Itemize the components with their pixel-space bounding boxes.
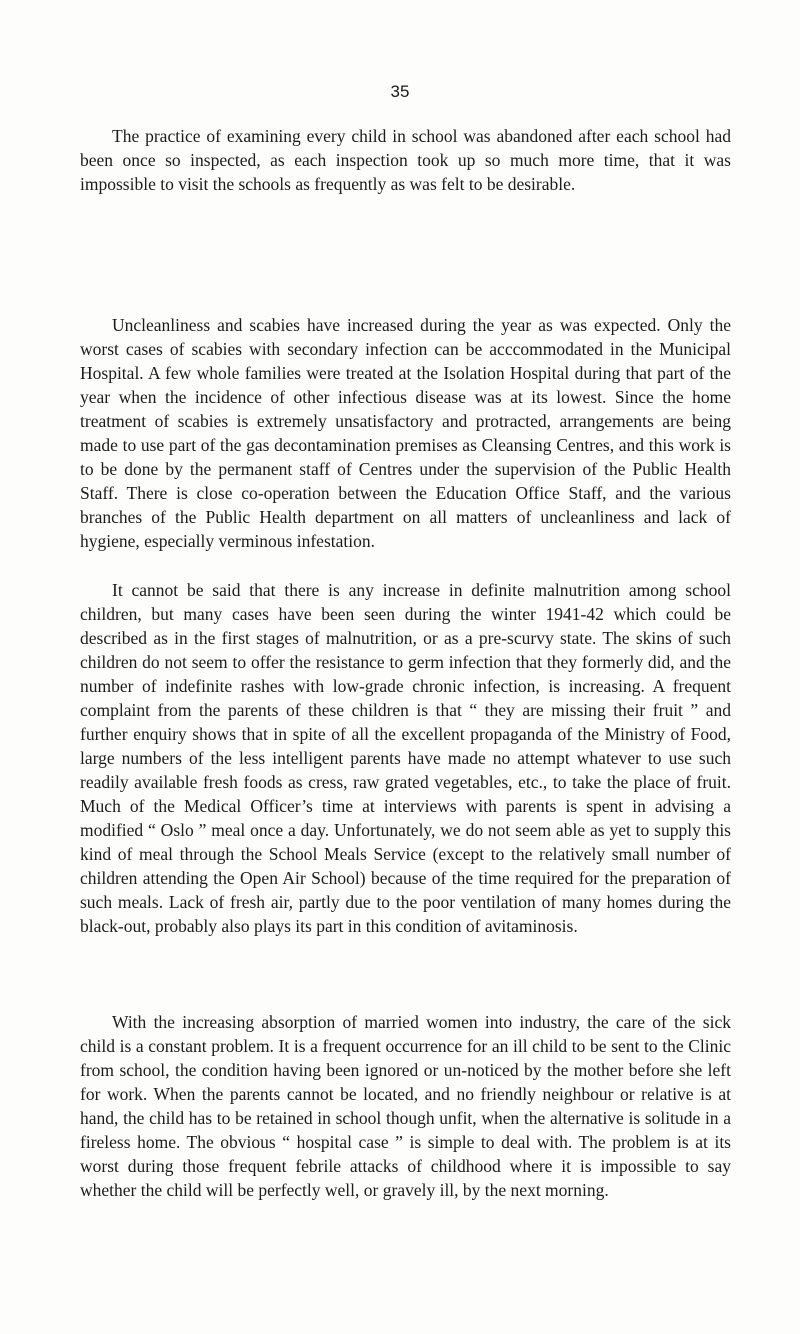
paragraph-school-inspection: The practice of examining every child in school was abandoned after each school had been once so inspected, as each inspection took up so much more time, that it was impossible to visit the schools as frequently as was felt to be desirable. xyxy=(80,126,731,194)
paragraph-malnutrition: It cannot be said that there is any increase in definite malnutrition among school children, but many cases have been seen during the winter 1941-42 which could be described as in the first stages of malnutrition, or as a pre-scurvy state. The skins of such children do not seem to offer the resistance to germ infection that they formerly did, and the number of indefinite rashes with low-grade chronic infection, is increasing. A frequent complaint from the parents of these children is that “ they are missing their fruit ” and further enquiry shows that in spite of all the excellent propaganda of the Ministry of Food, large numbers of the less intelligent parents have made no attempt whatever to use such readily available fresh foods as cress, raw grated vegetables, etc., to take the place of fruit. Much of the Medical Officer’s time at interviews with parents is spent in advising a modified “ Oslo ” meal once a day. Unfortunately, we do not seem able as yet to supply this kind of meal through the School Meals Service (except to the relatively small number of children attending the Open Air School) because of the time required for the preparation of such meals. Lack of fresh air, partly due to the poor ventilation of many homes during the black-out, probably also plays its part in this condition of avitaminosis. xyxy=(80,580,731,936)
paragraph-uncleanliness-scabies: Uncleanliness and scabies have increased during the year as was expected. Only the worst cases of scabies with secondary infection can be acccommodated in the Municipal Hospital. A few whole families were treated at the Isolation Hospital during that part of the year when the incidence of other infectious disease was at its lowest. Since the home treatment of scabies is extremely unsatisfactory and protracted, arrangements are being made to use part of the gas decontamination premises as Cleansing Centres, and this work is to be done by the permanent staff of Centres under the supervision of the Public Health Staff. There is close co-operation between the Education Office Staff, and the various branches of the Public Health department on all matters of uncleanliness and lack of hygiene, especially verminous infestation. xyxy=(80,315,731,551)
paragraph-sick-child-care: With the increasing absorption of married women into industry, the care of the sick child is a constant problem. It is a frequent occurrence for an ill child to be sent to the Clinic from school, the condition having been ignored or un-noticed by the mother before she left for work. When the parents cannot be located, and no friendly neighbour or relative is at hand, the child has to be retained in school though unfit, when the alternative is solitude in a fireless home. The obvious “ hospital case ” is simple to deal with. The problem is at its worst during those frequent febrile attacks of childhood where it is impossible to say whether the child will be perfectly well, or gravely ill, by the next morning. xyxy=(80,1012,731,1200)
page-number: 35 xyxy=(390,82,410,101)
